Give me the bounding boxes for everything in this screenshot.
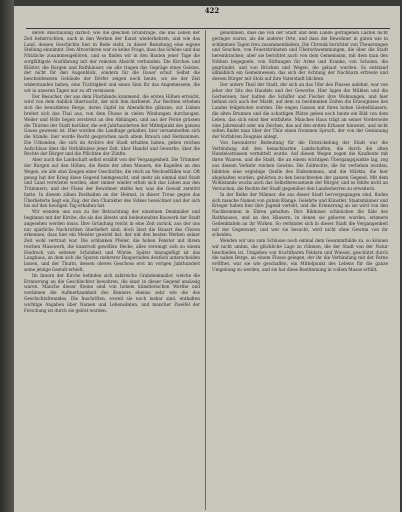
paragraph: Von besonderer Bedeutung für die Entwickelung der Stadt war die Verbindung mit den benachbarten Landschaften, die durch die alten Handelsstrassen vermittelt wurde. Auf diesen Wegen zogen die Kaufleute mit ihren Waaren, und die Stadt, die an einem wichtigen Übergangspunkte lag, zog aus diesem Verkehr reichen Gewinn. Die Zollrechte, die ihr verliehen wurden, bildeten eine ergiebige Quelle des Einkommens, und die Märkte, die hier abgehalten wurden, gehörten zu den besuchtesten der ganzen Gegend. Mit dem Wohlstande wuchs auch das Selbstbewusstsein der Bürger, und es fehlte nicht an Versuchen, die Rechte der Stadt gegenüber den Landesherren zu erweitern.: [212, 140, 388, 193]
paragraph: In der Reihe der Männer, die aus dieser Stadt hervorgegangen sind, finden sich manche Namen von gutem Klange. Gelehrte und Künstler, Staatsmänner und Krieger haben hier ihre Jugend verlebt, und die Erinnerung an sie wird von den Nachkommen in Ehren gehalten. Ihre Bildnisse schmücken die Säle des Rathhauses, und an den Häusern, in denen sie geboren wurden, erinnern Gedenktafeln an ihr Wirken. So verbindet sich in dieser Stadt die Vergangenheit mit der Gegenwart, und wer sie besucht, wird nicht ohne Gewinn von ihr scheiden.: [212, 192, 388, 239]
paragraph: deren Anschauung darbot; wie die gleichen Grundzüge, die das Leben der Zeit beherrschten, auch in den Werken der Kunst wiederkehren, und wie das Land, dessen Geschichte hier in Rede steht, in dieser Beziehung eine eigene Stellung einnimmt. Den Altvorderen war es keine Frage, dass das Schöne und das Nützliche zusammengehören, und so finden wir in den Bauten jener Tage die sorgfältigste Ausführung mit der reinsten Absicht verbunden. Die Kirchen und Klöster, die Burgen und Rathhäuser, sie alle tragen das Gepräge eines Geistes, der nicht für den Augenblick, sondern für die Dauer schuf. Selbst die bescheidensten Gebäude der Dörfer zeigen noch heute, wo sie der Zeit widerstanden haben, eine Tüchtigkeit und einen Sinn für das Angemessene, die wir in unseren Tagen nur zu oft vermissen.: [24, 31, 200, 94]
right-column: [212, 31, 388, 509]
paragraph: genommen, dass die von der Stadt und dem Lande getragenen Lasten nicht geringer waren, als die anderer Orte, und dass die Bewohner in guten wie in schlimmen Tagen treu zusammenhielten. Die Chronik berichtet von Theuerungen und Seuchen, von Feuersbrünsten und Überschwemmungen, die über die Stadt hereinbrachen; aber sie berichtet auch von dem Gemeinsinn, mit dem man den Nöthen begegnete, von Stiftungen für Arme und Kranke, von Schulen, die gegründet, und von Brücken und Wegen, die gebaut wurden. So entstand allmählich ein Gemeinwesen, das sich der Achtung der Nachbarn erfreute und dessen Bürger mit Stolz auf ihre Vaterstadt blickten.: [212, 31, 388, 83]
paragraph: Wenden wir uns zum Schlusse noch einmal dem Gesammtbilde zu, so können wir nicht umhin, die glückliche Lage zu rühmen, die der Stadt von der Natur beschieden ist. Umgeben von fruchtbaren Feldern und Wiesen, geschützt durch die nahen Berge, an einem Flusse gelegen, der ihr die Verbindung mit der Ferne eröffnet, war sie wie geschaffen, ein Mittelpunkt des Lebens für die ganze Umgebung zu werden, und sie hat diese Bestimmung in vollem Masse erfüllt.: [212, 239, 388, 274]
column-divider: [205, 30, 206, 510]
left-column: [24, 31, 200, 509]
document-page: [14, 6, 400, 512]
paragraph: Der Besucher, der aus dem Flachlande kommend, die ersten Höhen erreicht, wird von dem Anblick überrascht, der sich ihm darbietet. Zur Rechten erheben sich die bewaldeten Berge, deren Gipfel im Abendlichte glänzen; zur Linken breitet sich das Thal aus, von dem Flusse in vielen Windungen durchzogen. Weiler und Höfe liegen zerstreut an den Abhängen, und aus der Ferne grüssen die Thürme der Stadt herüber, die seit Jahrhunderten der Mittelpunkt des ganzen Gaues gewesen ist. Hier wurden die Landtage gehalten, hier versammelten sich die Stände, hier wurde Recht gesprochen nach altem Brauch und Herkommen. Die Urkunden, die sich im Archive der Stadt erhalten haben, geben reichen Aufschluss über die Verhältnisse jener Zeit, über Handel und Gewerbe, über die Rechte der Bürger und die Pflichten der Zünfte.: [24, 94, 200, 158]
page-number: 422: [204, 6, 220, 15]
page-gutter-shadow: [0, 0, 14, 512]
header-rule: [26, 28, 390, 29]
paragraph: Aber auch die Landschaft selbst erzählt von der Vergangenheit. Die Trümmer der Burgen auf den Höhen, die Reste der alten Mauern, die Kapellen an den Wegen, sie alle sind Zeugen einer Geschichte, die reich an Wechselfällen war. Oft genug hat der Krieg diese Gegend heimgesucht, und mehr als einmal sind Stadt und Land verwüstet worden; aber immer wieder erhob sich das Leben aus den Trümmern, und der Fleiss der Bewohner stellte her, was die Gewalt zerstört hatte. In diesem zähen Festhalten an der Heimat, in dieser Treue gegen das Überlieferte liegt ein Zug, der den Charakter des Volkes bezeichnet und der sich bis auf den heutigen Tag erhalten hat.: [24, 158, 200, 210]
paragraph: Wir wenden uns nun zu der Betrachtung der einzelnen Denkmäler und beginnen mit der Kirche, die als das älteste und bedeutendste Bauwerk der Stadt angesehen werden muss. Ihre Gründung reicht in eine Zeit zurück, aus der uns nur spärliche Nachrichten überliefert sind; doch lässt die Bauart des Chores erkennen, dass hier ein Meister gewirkt hat, der mit den besten Werken seiner Zeit wohl vertraut war. Die schlanken Pfeiler, die hohen Fenster mit ihrem reichen Masswerk, die kunstvoll gewölbte Decke, alles vereinigt sich zu einem Eindruck von seltener Schönheit und Würde. Später hinzugefügt ist das Langhaus, an dem sich die Spuren mehrerer Bauperioden deutlich unterscheiden lassen, und der Thurm, dessen oberes Geschoss erst im vorigen Jahrhundert seine jetzige Gestalt erhielt.: [24, 210, 200, 274]
paragraph: Der untere Theil der Stadt, der sich an das Ufer des Flusses anlehnt, war von jeher der Sitz des Handels und der Gewerbe. Hier lagen die Mühlen und die Gerbereien, hier hatten die Schiffer und Fischer ihre Wohnungen, und hier befand sich auch der Markt, auf dem zu bestimmten Zeiten die Erzeugnisse des Landes feilgeboten wurden. Die engen Gassen mit ihren hohen Giebelhäusern, die alten Brunnen und die schattigen Plätze geben noch heute ein Bild von dem Leben, das sich einst hier entfaltete. Manches Haus trägt an seiner Vorderseite eine Jahreszahl oder ein Zeichen, das auf den ersten Erbauer hinweist, und nicht selten findet man über der Thür einen frommen Spruch, der von der Gesinnung der Vorfahren Zeugniss ablegt.: [212, 83, 388, 141]
paragraph: Im Innern der Kirche befinden sich zahlreiche Grabdenkmäler, welche die Erinnerung an die Geschlechter bewahren, die einst in dieser Gegend ansässig waren. Manche dieser Steine sind von hohem künstlerischen Werthe und verdienen die Aufmerksamkeit des Kenners ebenso sehr wie die des Geschichtsfreundes. Die Inschriften, soweit sie noch lesbar sind, enthalten wichtige Angaben über Namen und Lebensdaten, und mancher Zweifel der Forschung ist durch sie gelöst worden.: [24, 273, 200, 314]
